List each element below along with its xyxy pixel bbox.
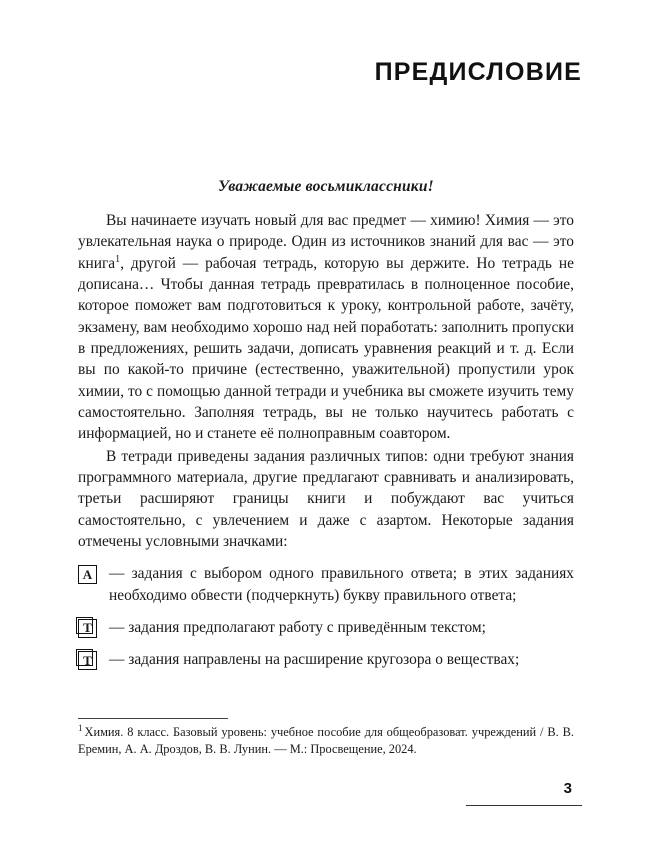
footnote-text: Химия. 8 класс. Базовый уровень: учебное пособие для общеобразоват. учреждений / В. В. Еремин, А. А. Дроздов, В. В. Лунин. — М.: Просвещение, 2024. <box>78 725 574 756</box>
footnote-reference: 1 <box>115 253 121 265</box>
legend-item-text: — задания предполагают работу с приведённым текстом; <box>109 618 486 636</box>
legend-item-text: — задания с выбором одного правильного ответа; в этих заданиях необходимо обвести (подчеркнуть) букву правильного ответа; <box>109 565 574 604</box>
footnote-area <box>78 718 574 757</box>
footnote-divider <box>78 718 228 719</box>
legend-item <box>78 617 574 638</box>
paragraph-1-text: Вы начинаете изучать новый для вас предмет — химию! Химия — это увлекательная наука о природе. Один из источников знаний для вас — это книга$^1$, другой — рабочая тетрадь, которую вы держите. Но тетрадь не дописана… Чтобы данная тетрадь превратилась в полноценное пособие, которое поможет вам подготовиться к уроку, контрольной работе, зачёту, экзамену, вам необходимо хорошо над ней поработать: заполнить пропуски в предложениях, решить задачи, дописать уравнения реакций и т. д. Если вы по какой-то причине (естественно, уважительной) пропустили урок химии, то с помощью данной тетради и учебника вы сможете изучить тему самостоятельно. Заполняя тетрадь, вы не только научитесь работать с информацией, но и станете её полноправным соавтором. <box>78 212 574 443</box>
footer-divider <box>466 805 582 806</box>
salutation: Уважаемые восьмиклассники! <box>218 178 434 195</box>
page-title: ПРЕДИСЛОВИЕ <box>374 58 582 86</box>
text-task-icon: Т <box>78 619 97 638</box>
legend-item <box>78 563 574 606</box>
broaden-horizons-icon: Т <box>78 651 97 670</box>
legend-item <box>78 649 574 670</box>
page-number: 3 <box>563 780 572 797</box>
paragraph-1 <box>78 210 574 445</box>
answer-choice-icon: А <box>78 565 97 584</box>
page-content <box>78 178 574 682</box>
legend-list <box>78 563 574 670</box>
legend-item-text: — задания направлены на расширение кругозора о веществах; <box>109 651 520 669</box>
footnote <box>78 724 574 757</box>
paragraph-2: В тетради приведены задания различных типов: одни требуют знания программного материала, другие предлагают сравнивать и анализировать, третьи расширяют границы книги и побуждают вас учиться самостоятельно, с увлечением и даже с азартом. Некоторые задания отмечены условными значками: <box>78 447 574 550</box>
footnote-marker: 1 <box>78 722 83 733</box>
